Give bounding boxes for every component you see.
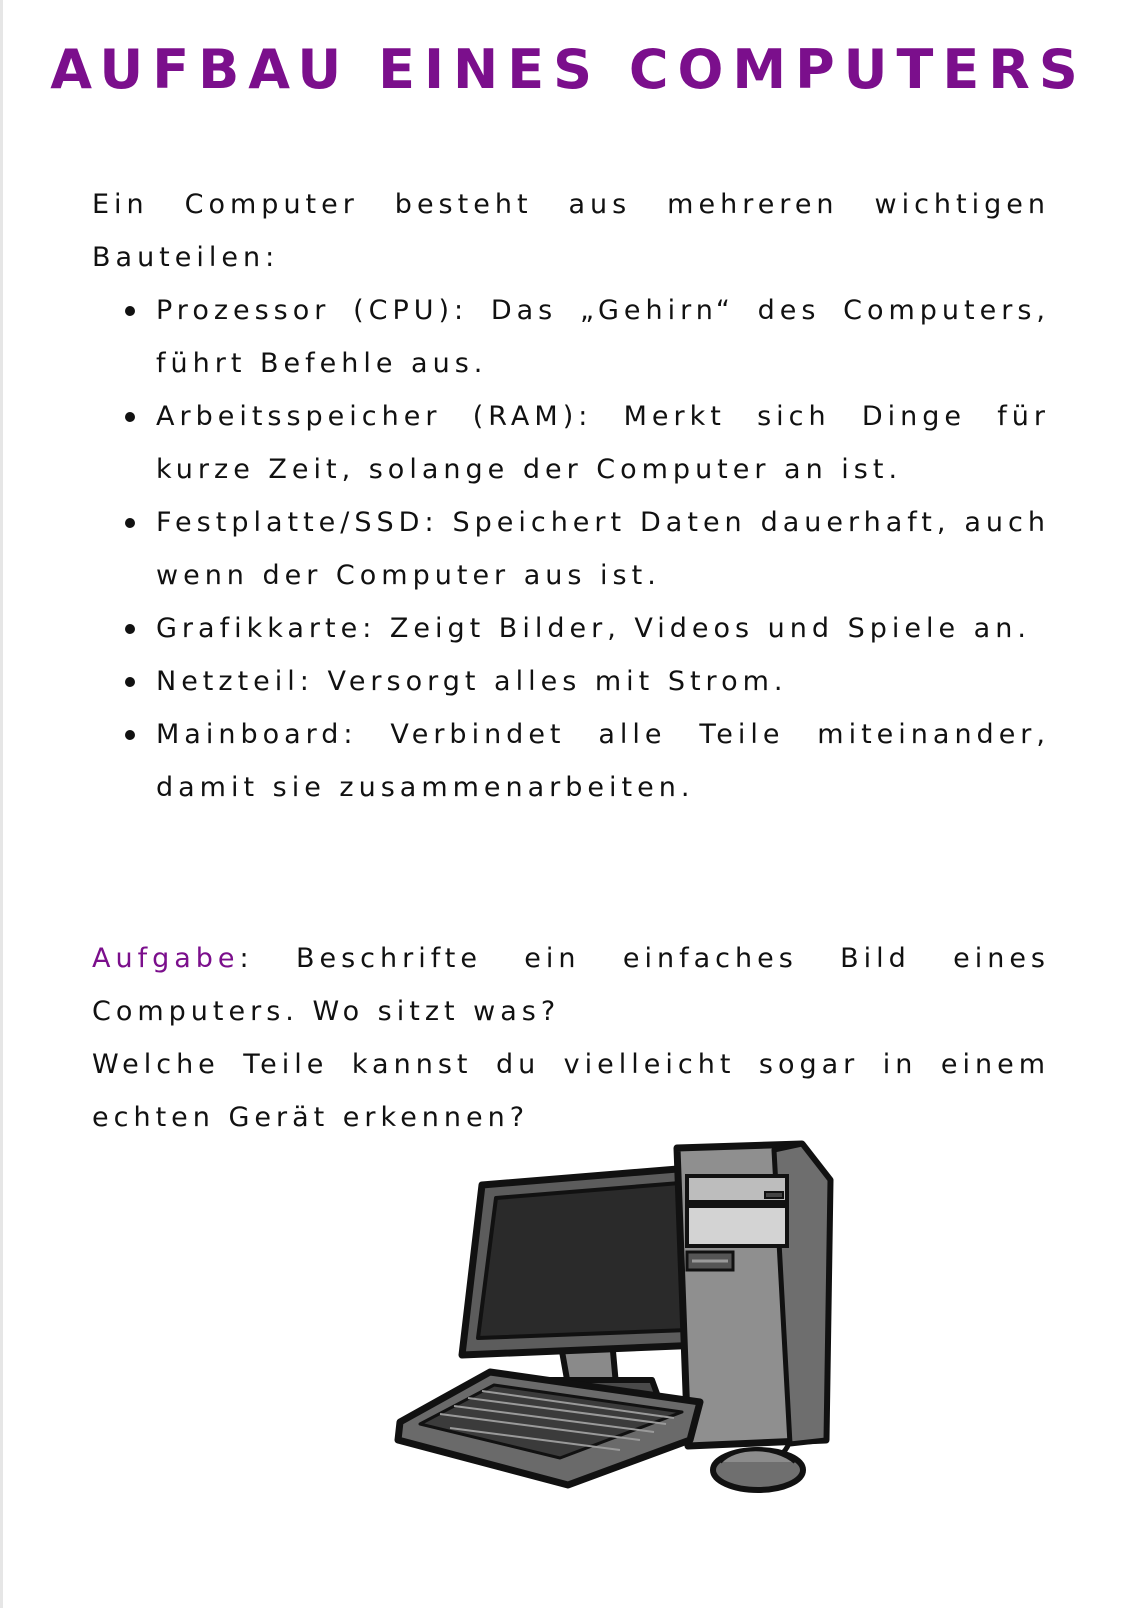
- page-edge: [0, 0, 3, 1608]
- bullet-dot-icon: [125, 730, 135, 740]
- list-item-text: Grafikkarte: Zeigt Bilder, Videos und Spiele an.: [156, 613, 1031, 644]
- list-item-text: Mainboard: Verbindet alle Teile miteinander, damit sie zusammenarbeiten.: [156, 719, 1050, 803]
- task-body: Beschrifte ein einfaches Bild eines Computers. Wo sitzt was?: [92, 943, 1050, 1027]
- task-label: Aufgabe: [92, 943, 240, 974]
- bullet-dot-icon: [125, 412, 135, 422]
- list-item-text: Festplatte/SSD: Speichert Daten dauerhaft, auch wenn der Computer aus ist.: [156, 507, 1050, 591]
- list-item-text: Prozessor (CPU): Das „Gehirn“ des Computers, führt Befehle aus.: [156, 295, 1050, 379]
- bullet-dot-icon: [125, 518, 135, 528]
- task-text: [92, 932, 1050, 1038]
- page-title: AUFBAU EINES COMPUTERS: [50, 38, 1087, 101]
- component-list: [92, 284, 1050, 814]
- list-item-text: Arbeitsspeicher (RAM): Merkt sich Dinge für kurze Zeit, solange der Computer an ist.: [156, 401, 1050, 485]
- list-item: [92, 284, 1050, 390]
- task-colon: :: [239, 943, 254, 974]
- list-item-text: Netzteil: Versorgt alles mit Strom.: [156, 666, 788, 697]
- list-item: [92, 602, 1050, 655]
- list-item: [92, 390, 1050, 496]
- question-text: Welche Teile kannst du vielleicht sogar in einem echten Gerät erkennen?: [92, 1049, 1050, 1133]
- desktop-computer-icon: [390, 1140, 850, 1520]
- intro-text: Ein Computer besteht aus mehreren wichtigen Bauteilen:: [92, 189, 1050, 273]
- list-item: [92, 708, 1050, 814]
- bullet-dot-icon: [125, 624, 135, 634]
- bullet-dot-icon: [125, 306, 135, 316]
- bullet-dot-icon: [125, 677, 135, 687]
- list-item: [92, 496, 1050, 602]
- list-item: [92, 655, 1050, 708]
